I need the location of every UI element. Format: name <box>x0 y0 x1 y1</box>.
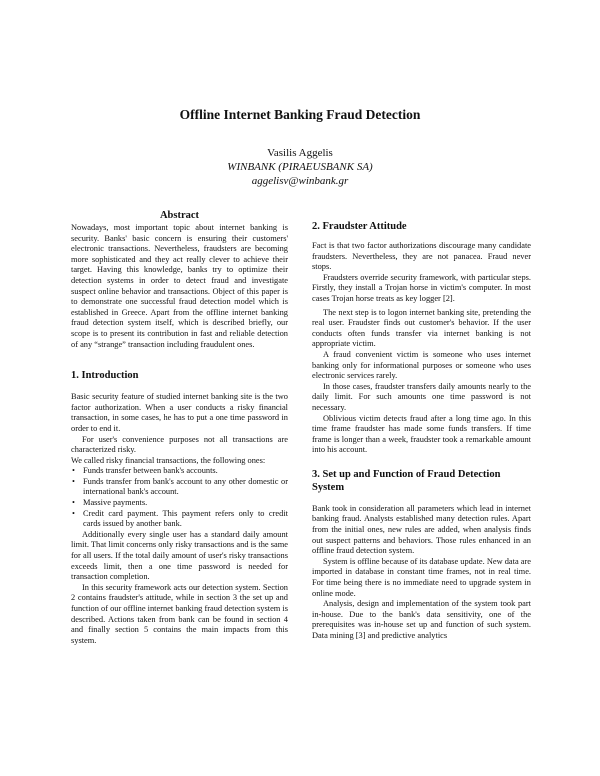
intro-heading: 1. Introduction <box>71 370 139 382</box>
author-name: Vasilis Aggelis <box>267 147 333 159</box>
intro-paragraph-5: In this security framework acts our detection system. Section 2 contains fraudster's attitude, while in section 3 the set up and function of our offline internet banking fraud detection system is described. Actions taken from bank can be found in section 4 and finally section 5 contains the main impacts from this system. <box>71 582 288 645</box>
list-item: • Funds transfer from bank's account to any other domestic or international bank's account. <box>71 477 288 498</box>
intro-paragraph-3: We called risky financial transactions, the following ones: <box>71 455 266 465</box>
risky-transactions-list <box>71 466 288 530</box>
abstract-text: Nowadays, most important topic about internet banking is security. Banks' basic concern is ensuring their customers' electronic transactions. Nevertheless, fraudsters are becoming more sophisticated and they act really clever to achieve their target. Having this knowledge, banks try to optimize their detection systems in order to detect fraud and investigate suspect online behavior and transactions. Object of this paper is to demonstrate one successful fraud detection model which is established in Greece. Apart from the offline internet banking fraud detection system itself, which is described briefly, our scope is to present its contribution in fast and reliable detection of any “strange” transaction including fraudulent ones. <box>71 223 288 349</box>
abstract-heading: Abstract <box>159 210 200 221</box>
attitude-paragraph-1: Fact is that two factor authorizations discourage many candidate fraudsters. Nevertheless, they are not panacea. Fraud never stops. <box>312 241 531 272</box>
intro-paragraph-1: Basic security feature of studied internet banking site is the two factor authorization. When a user conducts a risky financial transaction, in some cases, he has to put a one time password in order to end it. <box>71 392 288 433</box>
intro-paragraph-4: Additionally every single user has a standard daily amount limit. That limit concerns only risky transactions and is the same for all users. If the total daily amount of user's risky transactions exceeds limit, then a one time password is needed for transaction completion. <box>71 529 288 582</box>
attitude-paragraph-5: In those cases, fraudster transfers daily amounts nearly to the daily limit. For such amounts one time password is not necessary. <box>312 381 531 412</box>
list-item: • Massive payments. <box>71 498 288 509</box>
setup-paragraph-3: Analysis, design and implementation of the system took part in-house. Due to the bank's data sensitivity, one of the prerequisites was in-house set up and function of such system. Data mining [3] and predictive analytics <box>312 599 531 640</box>
attitude-paragraph-2: Fraudsters override security framework, with particular steps. Firstly, they install a Trojan horse in victim's computer. In most cases Trojan horse treats as key logger [2]. <box>312 272 531 303</box>
author-block <box>0 146 600 188</box>
setup-paragraph-2: System is offline because of its database update. New data are imported in database in constant time frames, not in real time. For time being there is no immediate need to upgrade system in online mode. <box>312 556 531 598</box>
author-affiliation: WINBANK (PIRAEUSBANK SA) <box>227 161 373 173</box>
setup-heading: 3. Set up and Function of Fraud Detection System <box>312 468 501 493</box>
paper-title: Offline Internet Banking Fraud Detection <box>179 107 421 122</box>
list-item: • Funds transfer between bank's accounts. <box>71 466 288 477</box>
list-item: • Credit card payment. This payment refers only to credit cards issued by another bank. <box>71 509 288 530</box>
attitude-heading: 2. Fraudster Attitude <box>312 221 407 232</box>
attitude-paragraph-3: The next step is to logon internet banking site, pretending the real user. Fraudster finds out customer's behavior. If the user conducts often funds transfer via internet banking is not appropriate victim. <box>312 307 531 349</box>
setup-paragraph-1: Bank took in consideration all parameters which lead in internet banking fraud. Analysts established many detection rules. Apart from the initial ones, new rules are added, when analysis finds out suspect patterns and behaviors. Those rules enhanced in an offline fraud detection system. <box>312 503 531 556</box>
attitude-paragraph-4: A fraud convenient victim is someone who uses internet banking only for informational purposes or someone who uses electronic services rarely. <box>312 349 531 381</box>
intro-paragraph-2: For user's convenience purposes not all transactions are characterized risky. <box>71 434 288 455</box>
left-column <box>71 209 288 646</box>
author-email: aggelisv@winbank.gr <box>251 175 349 187</box>
right-column <box>312 220 531 642</box>
attitude-paragraph-6: Oblivious victim detects fraud after a long time ago. In this time frame fraudster has made some funds transfers. If time frame is longer than a week, fraudster took a remarkable amount into his account. <box>312 413 531 455</box>
